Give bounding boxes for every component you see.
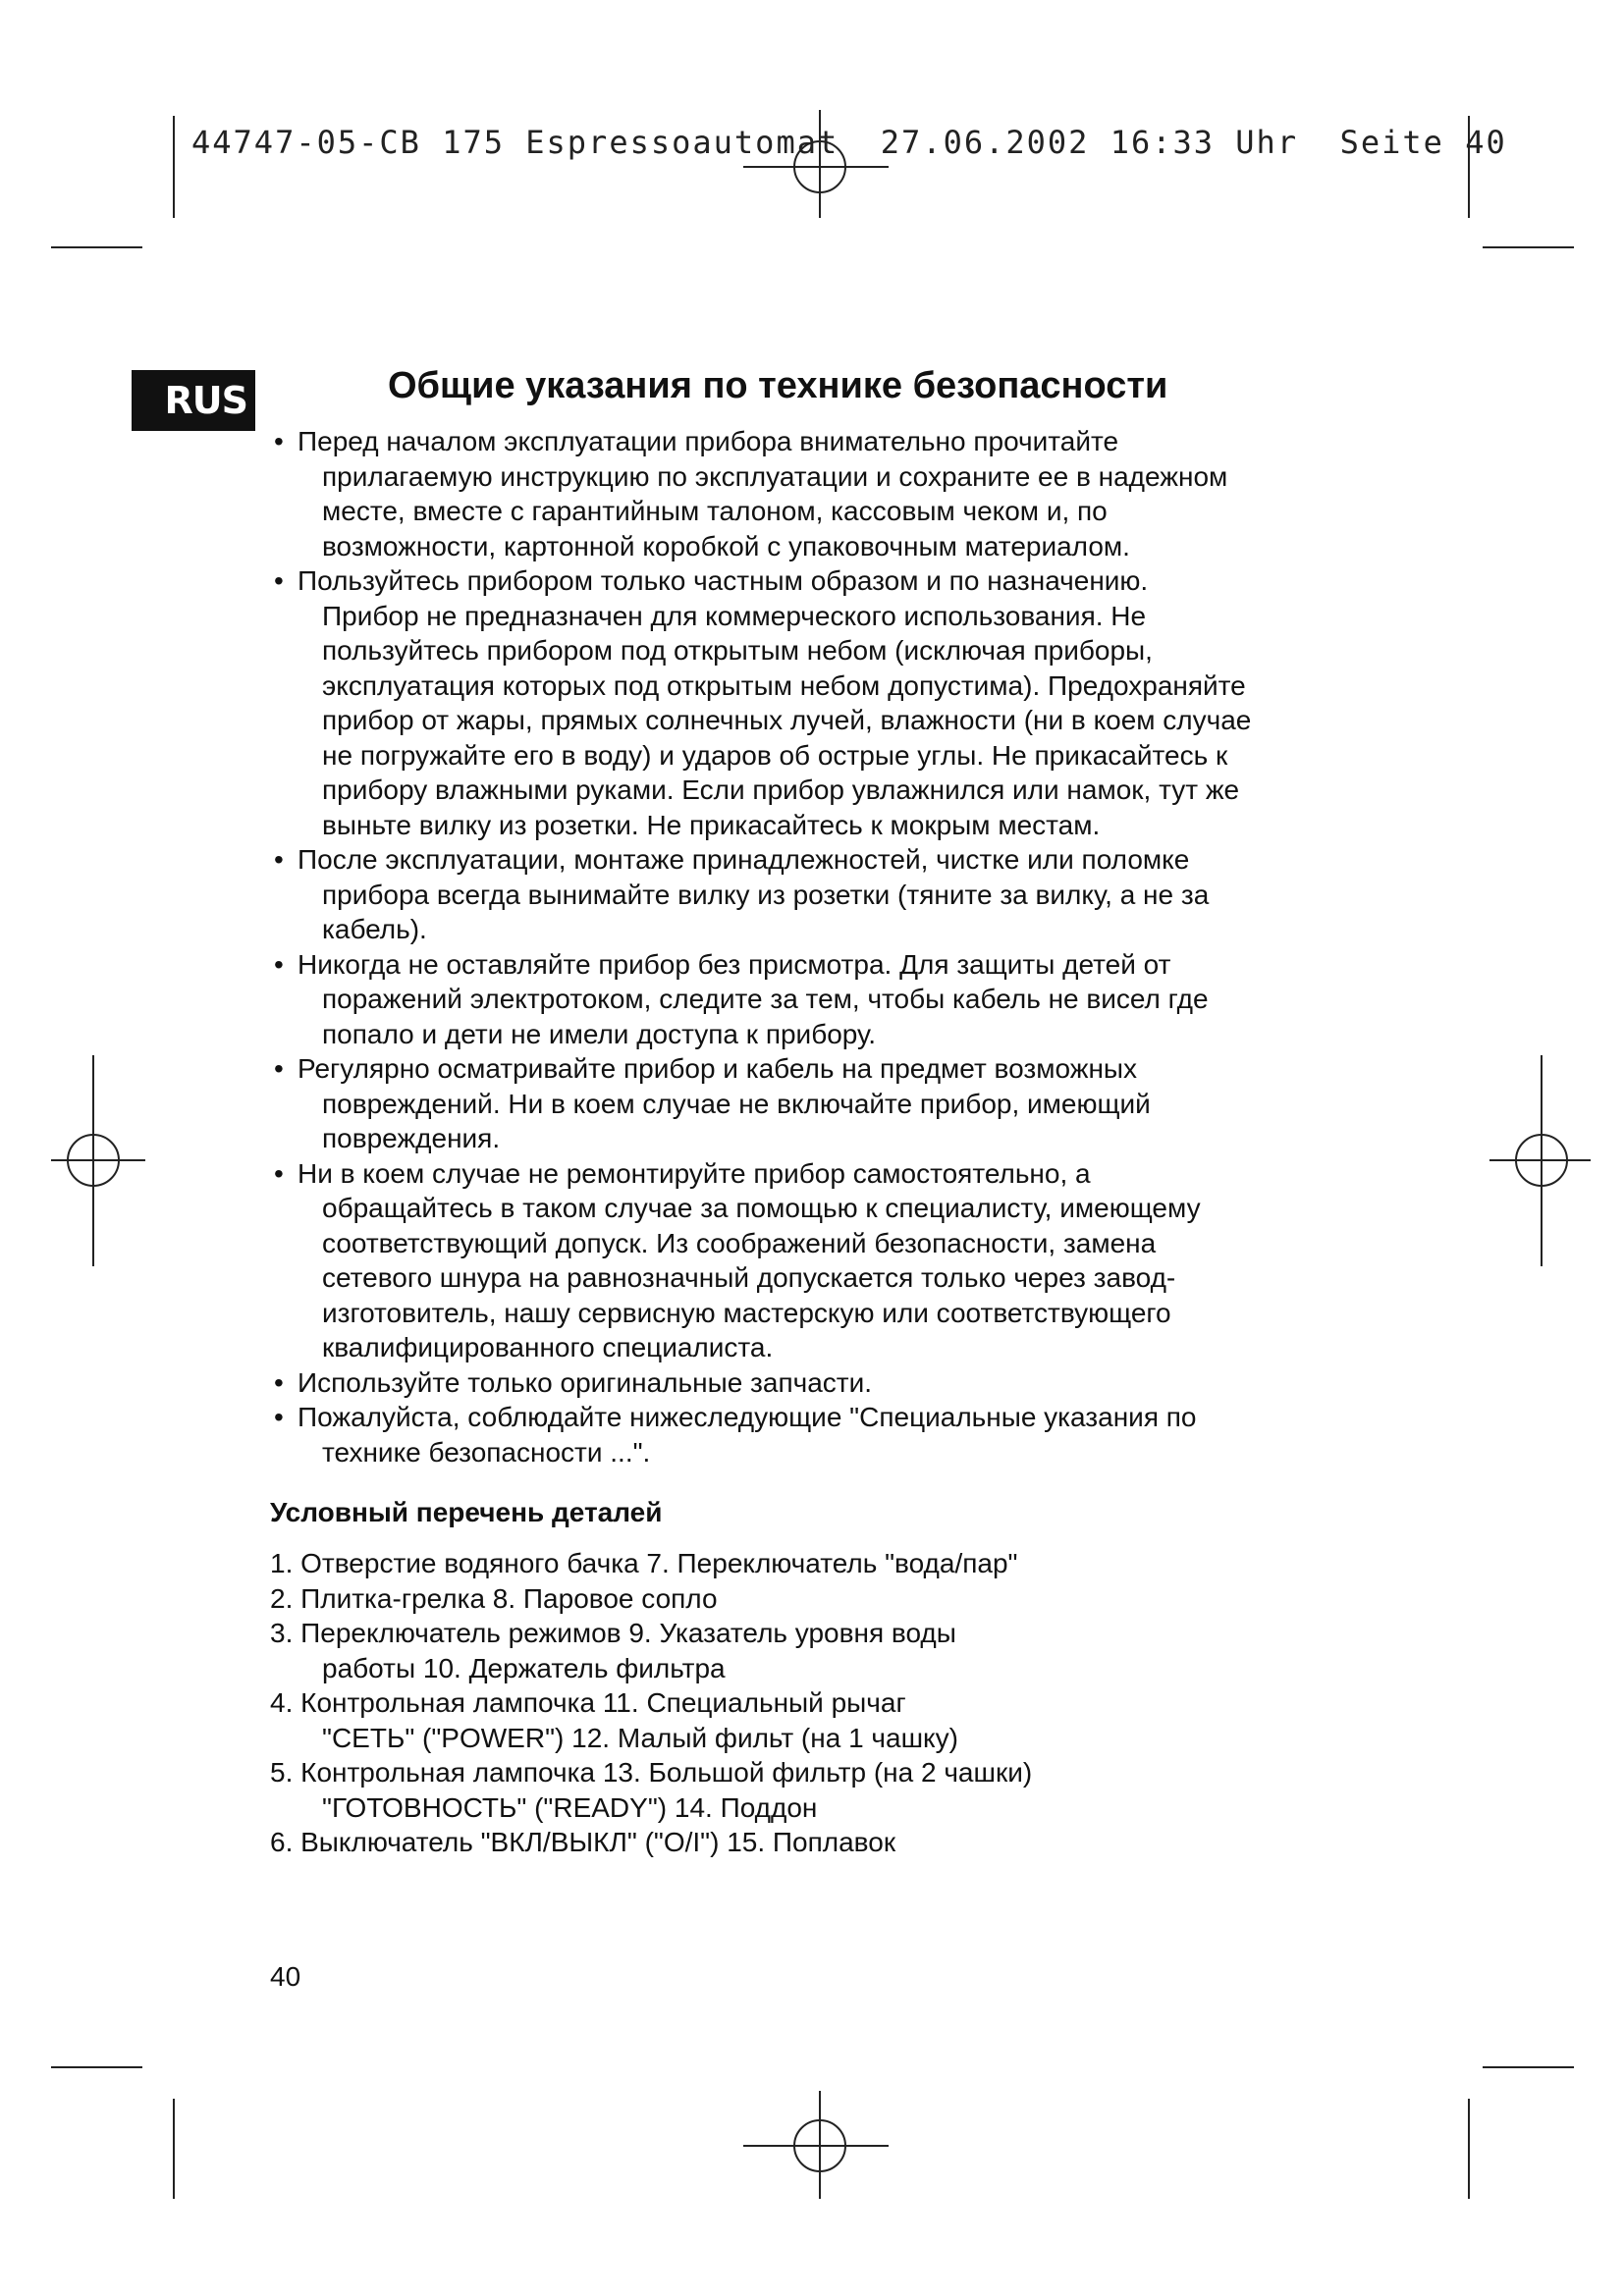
bullet-dot: • [274, 426, 284, 456]
safety-item-line: соответствующий допуск. Из соображений безопасности, замена [322, 1227, 1157, 1258]
parts-list-line: 3. Переключатель режимов 9. Указатель уровня воды [270, 1618, 956, 1648]
safety-item [270, 1051, 1360, 1156]
safety-item-line: квалифицированного специалиста. [322, 1332, 774, 1362]
parts-list [270, 1546, 1032, 1860]
bullet-dot: • [274, 1053, 284, 1084]
safety-item-line: выньте вилку из розетки. Не прикасайтесь к мокрым местам. [322, 809, 1101, 840]
safety-item-line: попало и дети не имели доступа к прибору. [322, 1018, 877, 1049]
page-number: 40 [270, 1961, 301, 1992]
safety-item-line: не погружайте его в воду) и ударов об острые углы. Не прикасайтесь к [322, 739, 1228, 771]
safety-item-line: поражений электротоком, следите за тем, чтобы кабель не висел где [322, 984, 1209, 1014]
parts-list-line: 2. Плитка-грелка 8. Паровое сопло [270, 1582, 718, 1614]
bullet-dot: • [274, 1402, 284, 1432]
safety-item-line: обращайтесь в таком случае за помощью к специалисту, имеющему [322, 1193, 1201, 1223]
bullet-dot: • [274, 844, 284, 875]
page-title: Общие указания по технике безопасности [388, 365, 1168, 406]
safety-item-line: После эксплуатации, монтаже принадлежностей, чистке или поломке [298, 844, 1190, 875]
safety-item-line: кабель). [322, 914, 427, 944]
safety-item-line: прибора всегда вынимайте вилку из розетки (тяните за вилку, а не за [322, 879, 1210, 910]
safety-item [270, 563, 1360, 842]
safety-item-line: возможности, картонной коробкой с упаковочным материалом. [322, 530, 1130, 561]
safety-item-line: изготовитель, нашу сервисную мастерскую или соответствующего [322, 1297, 1171, 1328]
safety-item-line: Пожалуйста, соблюдайте нижеследующие "Специальные указания по [298, 1402, 1197, 1432]
parts-list-line: "ГОТОВНОСТЬ" ("READY") 14. Поддон [322, 1791, 818, 1823]
bullet-dot: • [274, 1157, 284, 1189]
safety-item-line: Ни в коем случае не ремонтируйте прибор самостоятельно, а [298, 1157, 1091, 1189]
safety-instructions-list [270, 424, 1360, 1469]
parts-list-line: 1. Отверстие водяного бачка 7. Переключатель "вода/пар" [270, 1548, 1018, 1578]
bullet-dot: • [274, 948, 284, 980]
safety-item [270, 424, 1360, 563]
safety-item-line: прибору влажными руками. Если прибор увлажнился или намок, тут же [322, 774, 1240, 805]
parts-list-line: "СЕТЬ" ("POWER") 12. Малый фильт (на 1 чашку) [322, 1722, 958, 1753]
bullet-dot: • [274, 1366, 284, 1398]
safety-item-line: пользуйтесь прибором под открытым небом (исключая приборы, [322, 635, 1153, 666]
safety-item [270, 947, 1360, 1052]
safety-item-line: месте, вместе с гарантийным талоном, кассовым чеком и, по [322, 496, 1108, 526]
safety-item-line: повреждения. [322, 1123, 501, 1153]
safety-item [270, 1400, 1360, 1469]
parts-list-line: работы 10. Держатель фильтра [322, 1652, 726, 1683]
language-tab: RUS [132, 370, 255, 431]
safety-item [270, 842, 1360, 947]
safety-item-line: Прибор не предназначен для коммерческого использования. Не [322, 600, 1147, 631]
safety-item-line: Никогда не оставляйте прибор без присмотра. Для защиты детей от [298, 948, 1171, 980]
safety-item-line: Используйте только оригинальные запчасти. [298, 1366, 873, 1398]
safety-item-line: технике безопасности ...". [322, 1436, 651, 1468]
safety-item [270, 1156, 1360, 1365]
safety-item-line: эксплуатация которых под открытым небом допустима). Предохраняйте [322, 669, 1246, 701]
safety-item-line: повреждений. Ни в коем случае не включайте прибор, имеющий [322, 1088, 1151, 1119]
parts-list-line: 4. Контрольная лампочка 11. Специальный рычаг [270, 1687, 906, 1718]
safety-item-line: Перед началом эксплуатации прибора внимательно прочитайте [298, 426, 1119, 456]
parts-list-line: 5. Контрольная лампочка 13. Большой фильтр (на 2 чашки) [270, 1757, 1033, 1788]
safety-item-line: сетевого шнура на равнозначный допускается только через завод- [322, 1262, 1176, 1293]
safety-item-line: прибор от жары, прямых солнечных лучей, влажности (ни в коем случае [322, 705, 1252, 735]
bullet-dot: • [274, 565, 284, 596]
parts-heading: Условный перечень деталей [270, 1497, 663, 1527]
safety-item-line: Пользуйтесь прибором только частным образом и по назначению. [298, 565, 1149, 596]
safety-item [270, 1365, 1360, 1401]
safety-item-line: прилагаемую инструкцию по эксплуатации и сохраните ее в надежном [322, 460, 1228, 492]
parts-list-line: 6. Выключатель "ВКЛ/ВЫКЛ" ("O/I") 15. Поплавок [270, 1827, 896, 1857]
safety-item-line: Регулярно осматривайте прибор и кабель на предмет возможных [298, 1053, 1138, 1084]
print-slug-header: 44747-05-CB 175 Espressoautomat 27.06.2002 16:33 Uhr Seite 40 [191, 124, 1507, 161]
